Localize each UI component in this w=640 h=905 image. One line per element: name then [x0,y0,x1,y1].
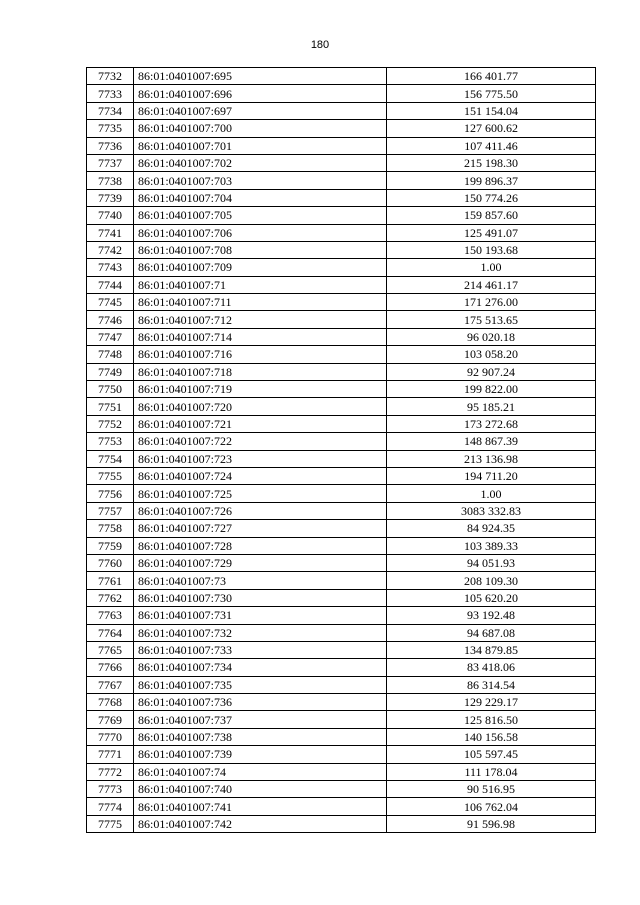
row-number-cell: 7755 [87,467,134,484]
value-cell: 171 276.00 [387,294,596,311]
value-cell: 159 857.60 [387,207,596,224]
table-row [87,259,596,276]
value-cell: 106 762.04 [387,798,596,815]
row-number-cell: 7767 [87,676,134,693]
row-number-cell: 7746 [87,311,134,328]
cadastral-number-cell: 86:01:0401007:729 [134,554,387,571]
value-cell: 84 924.35 [387,520,596,537]
cadastral-number-cell: 86:01:0401007:741 [134,798,387,815]
cadastral-number-cell: 86:01:0401007:739 [134,746,387,763]
table-row [87,381,596,398]
value-cell: 103 389.33 [387,537,596,554]
row-number-cell: 7732 [87,68,134,85]
value-cell: 83 418.06 [387,659,596,676]
row-number-cell: 7769 [87,711,134,728]
value-cell: 90 516.95 [387,781,596,798]
table-row [87,346,596,363]
value-cell: 150 193.68 [387,241,596,258]
cadastral-number-cell: 86:01:0401007:727 [134,520,387,537]
cadastral-number-cell: 86:01:0401007:73 [134,572,387,589]
value-cell: 194 711.20 [387,467,596,484]
cadastral-number-cell: 86:01:0401007:740 [134,781,387,798]
cadastral-number-cell: 86:01:0401007:734 [134,659,387,676]
value-cell: 3083 332.83 [387,502,596,519]
row-number-cell: 7761 [87,572,134,589]
row-number-cell: 7758 [87,520,134,537]
row-number-cell: 7770 [87,728,134,745]
value-cell: 1.00 [387,485,596,502]
row-number-cell: 7739 [87,189,134,206]
table-row [87,641,596,658]
value-cell: 125 816.50 [387,711,596,728]
value-cell: 91 596.98 [387,815,596,832]
value-cell: 215 198.30 [387,154,596,171]
row-number-cell: 7765 [87,641,134,658]
value-cell: 111 178.04 [387,763,596,780]
row-number-cell: 7753 [87,433,134,450]
table-row [87,311,596,328]
table-row [87,102,596,119]
table-row [87,398,596,415]
row-number-cell: 7745 [87,294,134,311]
value-cell: 140 156.58 [387,728,596,745]
cadastral-number-cell: 86:01:0401007:696 [134,85,387,102]
table-row [87,154,596,171]
table-row [87,276,596,293]
value-cell: 148 867.39 [387,433,596,450]
value-cell: 107 411.46 [387,137,596,154]
row-number-cell: 7735 [87,120,134,137]
table-row [87,728,596,745]
value-cell: 105 620.20 [387,589,596,606]
cadastral-number-cell: 86:01:0401007:731 [134,607,387,624]
cadastral-number-cell: 86:01:0401007:705 [134,207,387,224]
row-number-cell: 7757 [87,502,134,519]
cadastral-number-cell: 86:01:0401007:721 [134,415,387,432]
cadastral-number-cell: 86:01:0401007:702 [134,154,387,171]
row-number-cell: 7764 [87,624,134,641]
table-row [87,189,596,206]
table-row [87,781,596,798]
table-row [87,572,596,589]
table-row [87,137,596,154]
cadastral-number-cell: 86:01:0401007:738 [134,728,387,745]
value-cell: 134 879.85 [387,641,596,658]
table-row [87,554,596,571]
cadastral-number-cell: 86:01:0401007:719 [134,381,387,398]
value-cell: 173 272.68 [387,415,596,432]
cadastral-number-cell: 86:01:0401007:726 [134,502,387,519]
value-cell: 92 907.24 [387,363,596,380]
table-row [87,589,596,606]
value-cell: 94 687.08 [387,624,596,641]
row-number-cell: 7749 [87,363,134,380]
cadastral-number-cell: 86:01:0401007:714 [134,328,387,345]
cadastral-table [86,67,596,833]
value-cell: 214 461.17 [387,276,596,293]
table-row [87,363,596,380]
table-row [87,450,596,467]
cadastral-number-cell: 86:01:0401007:718 [134,363,387,380]
value-cell: 103 058.20 [387,346,596,363]
row-number-cell: 7737 [87,154,134,171]
table-row [87,520,596,537]
cadastral-number-cell: 86:01:0401007:697 [134,102,387,119]
table-row [87,415,596,432]
value-cell: 199 822.00 [387,381,596,398]
table-row [87,224,596,241]
value-cell: 96 020.18 [387,328,596,345]
table-row [87,68,596,85]
cadastral-number-cell: 86:01:0401007:71 [134,276,387,293]
cadastral-number-cell: 86:01:0401007:724 [134,467,387,484]
row-number-cell: 7743 [87,259,134,276]
value-cell: 213 136.98 [387,450,596,467]
table-row [87,207,596,224]
row-number-cell: 7740 [87,207,134,224]
table-row [87,172,596,189]
row-number-cell: 7752 [87,415,134,432]
table-row [87,746,596,763]
table-row [87,624,596,641]
table-row [87,763,596,780]
row-number-cell: 7768 [87,694,134,711]
table-row [87,607,596,624]
table-row [87,467,596,484]
table-row [87,537,596,554]
row-number-cell: 7744 [87,276,134,293]
value-cell: 105 597.45 [387,746,596,763]
cadastral-number-cell: 86:01:0401007:708 [134,241,387,258]
row-number-cell: 7763 [87,607,134,624]
cadastral-number-cell: 86:01:0401007:730 [134,589,387,606]
table-row [87,433,596,450]
table-row [87,485,596,502]
row-number-cell: 7773 [87,781,134,798]
row-number-cell: 7733 [87,85,134,102]
cadastral-number-cell: 86:01:0401007:716 [134,346,387,363]
cadastral-number-cell: 86:01:0401007:703 [134,172,387,189]
row-number-cell: 7750 [87,381,134,398]
table-row [87,85,596,102]
value-cell: 150 774.26 [387,189,596,206]
value-cell: 93 192.48 [387,607,596,624]
cadastral-number-cell: 86:01:0401007:723 [134,450,387,467]
table-row [87,676,596,693]
cadastral-number-cell: 86:01:0401007:722 [134,433,387,450]
cadastral-number-cell: 86:01:0401007:732 [134,624,387,641]
cadastral-number-cell: 86:01:0401007:733 [134,641,387,658]
value-cell: 125 491.07 [387,224,596,241]
value-cell: 208 109.30 [387,572,596,589]
cadastral-number-cell: 86:01:0401007:709 [134,259,387,276]
table-row [87,815,596,832]
cadastral-number-cell: 86:01:0401007:728 [134,537,387,554]
cadastral-number-cell: 86:01:0401007:736 [134,694,387,711]
cadastral-number-cell: 86:01:0401007:701 [134,137,387,154]
row-number-cell: 7772 [87,763,134,780]
row-number-cell: 7762 [87,589,134,606]
row-number-cell: 7760 [87,554,134,571]
value-cell: 127 600.62 [387,120,596,137]
table-row [87,294,596,311]
cadastral-number-cell: 86:01:0401007:695 [134,68,387,85]
cadastral-number-cell: 86:01:0401007:725 [134,485,387,502]
cadastral-number-cell: 86:01:0401007:711 [134,294,387,311]
row-number-cell: 7756 [87,485,134,502]
cadastral-number-cell: 86:01:0401007:74 [134,763,387,780]
value-cell: 156 775.50 [387,85,596,102]
cadastral-number-cell: 86:01:0401007:735 [134,676,387,693]
page-number: 180 [310,39,330,51]
value-cell: 129 229.17 [387,694,596,711]
row-number-cell: 7738 [87,172,134,189]
table-row [87,711,596,728]
cadastral-number-cell: 86:01:0401007:700 [134,120,387,137]
value-cell: 151 154.04 [387,102,596,119]
value-cell: 166 401.77 [387,68,596,85]
cadastral-number-cell: 86:01:0401007:704 [134,189,387,206]
cadastral-number-cell: 86:01:0401007:706 [134,224,387,241]
row-number-cell: 7771 [87,746,134,763]
cadastral-number-cell: 86:01:0401007:712 [134,311,387,328]
table-row [87,120,596,137]
value-cell: 199 896.37 [387,172,596,189]
row-number-cell: 7741 [87,224,134,241]
value-cell: 1.00 [387,259,596,276]
table-body [87,68,596,833]
row-number-cell: 7766 [87,659,134,676]
value-cell: 94 051.93 [387,554,596,571]
value-cell: 95 185.21 [387,398,596,415]
row-number-cell: 7754 [87,450,134,467]
row-number-cell: 7734 [87,102,134,119]
table-row [87,502,596,519]
value-cell: 175 513.65 [387,311,596,328]
table-row [87,328,596,345]
table-row [87,694,596,711]
row-number-cell: 7775 [87,815,134,832]
table-row [87,241,596,258]
table-row [87,798,596,815]
row-number-cell: 7747 [87,328,134,345]
value-cell: 86 314.54 [387,676,596,693]
cadastral-number-cell: 86:01:0401007:737 [134,711,387,728]
cadastral-number-cell: 86:01:0401007:720 [134,398,387,415]
row-number-cell: 7751 [87,398,134,415]
row-number-cell: 7759 [87,537,134,554]
row-number-cell: 7748 [87,346,134,363]
row-number-cell: 7736 [87,137,134,154]
row-number-cell: 7742 [87,241,134,258]
row-number-cell: 7774 [87,798,134,815]
cadastral-number-cell: 86:01:0401007:742 [134,815,387,832]
table-row [87,659,596,676]
